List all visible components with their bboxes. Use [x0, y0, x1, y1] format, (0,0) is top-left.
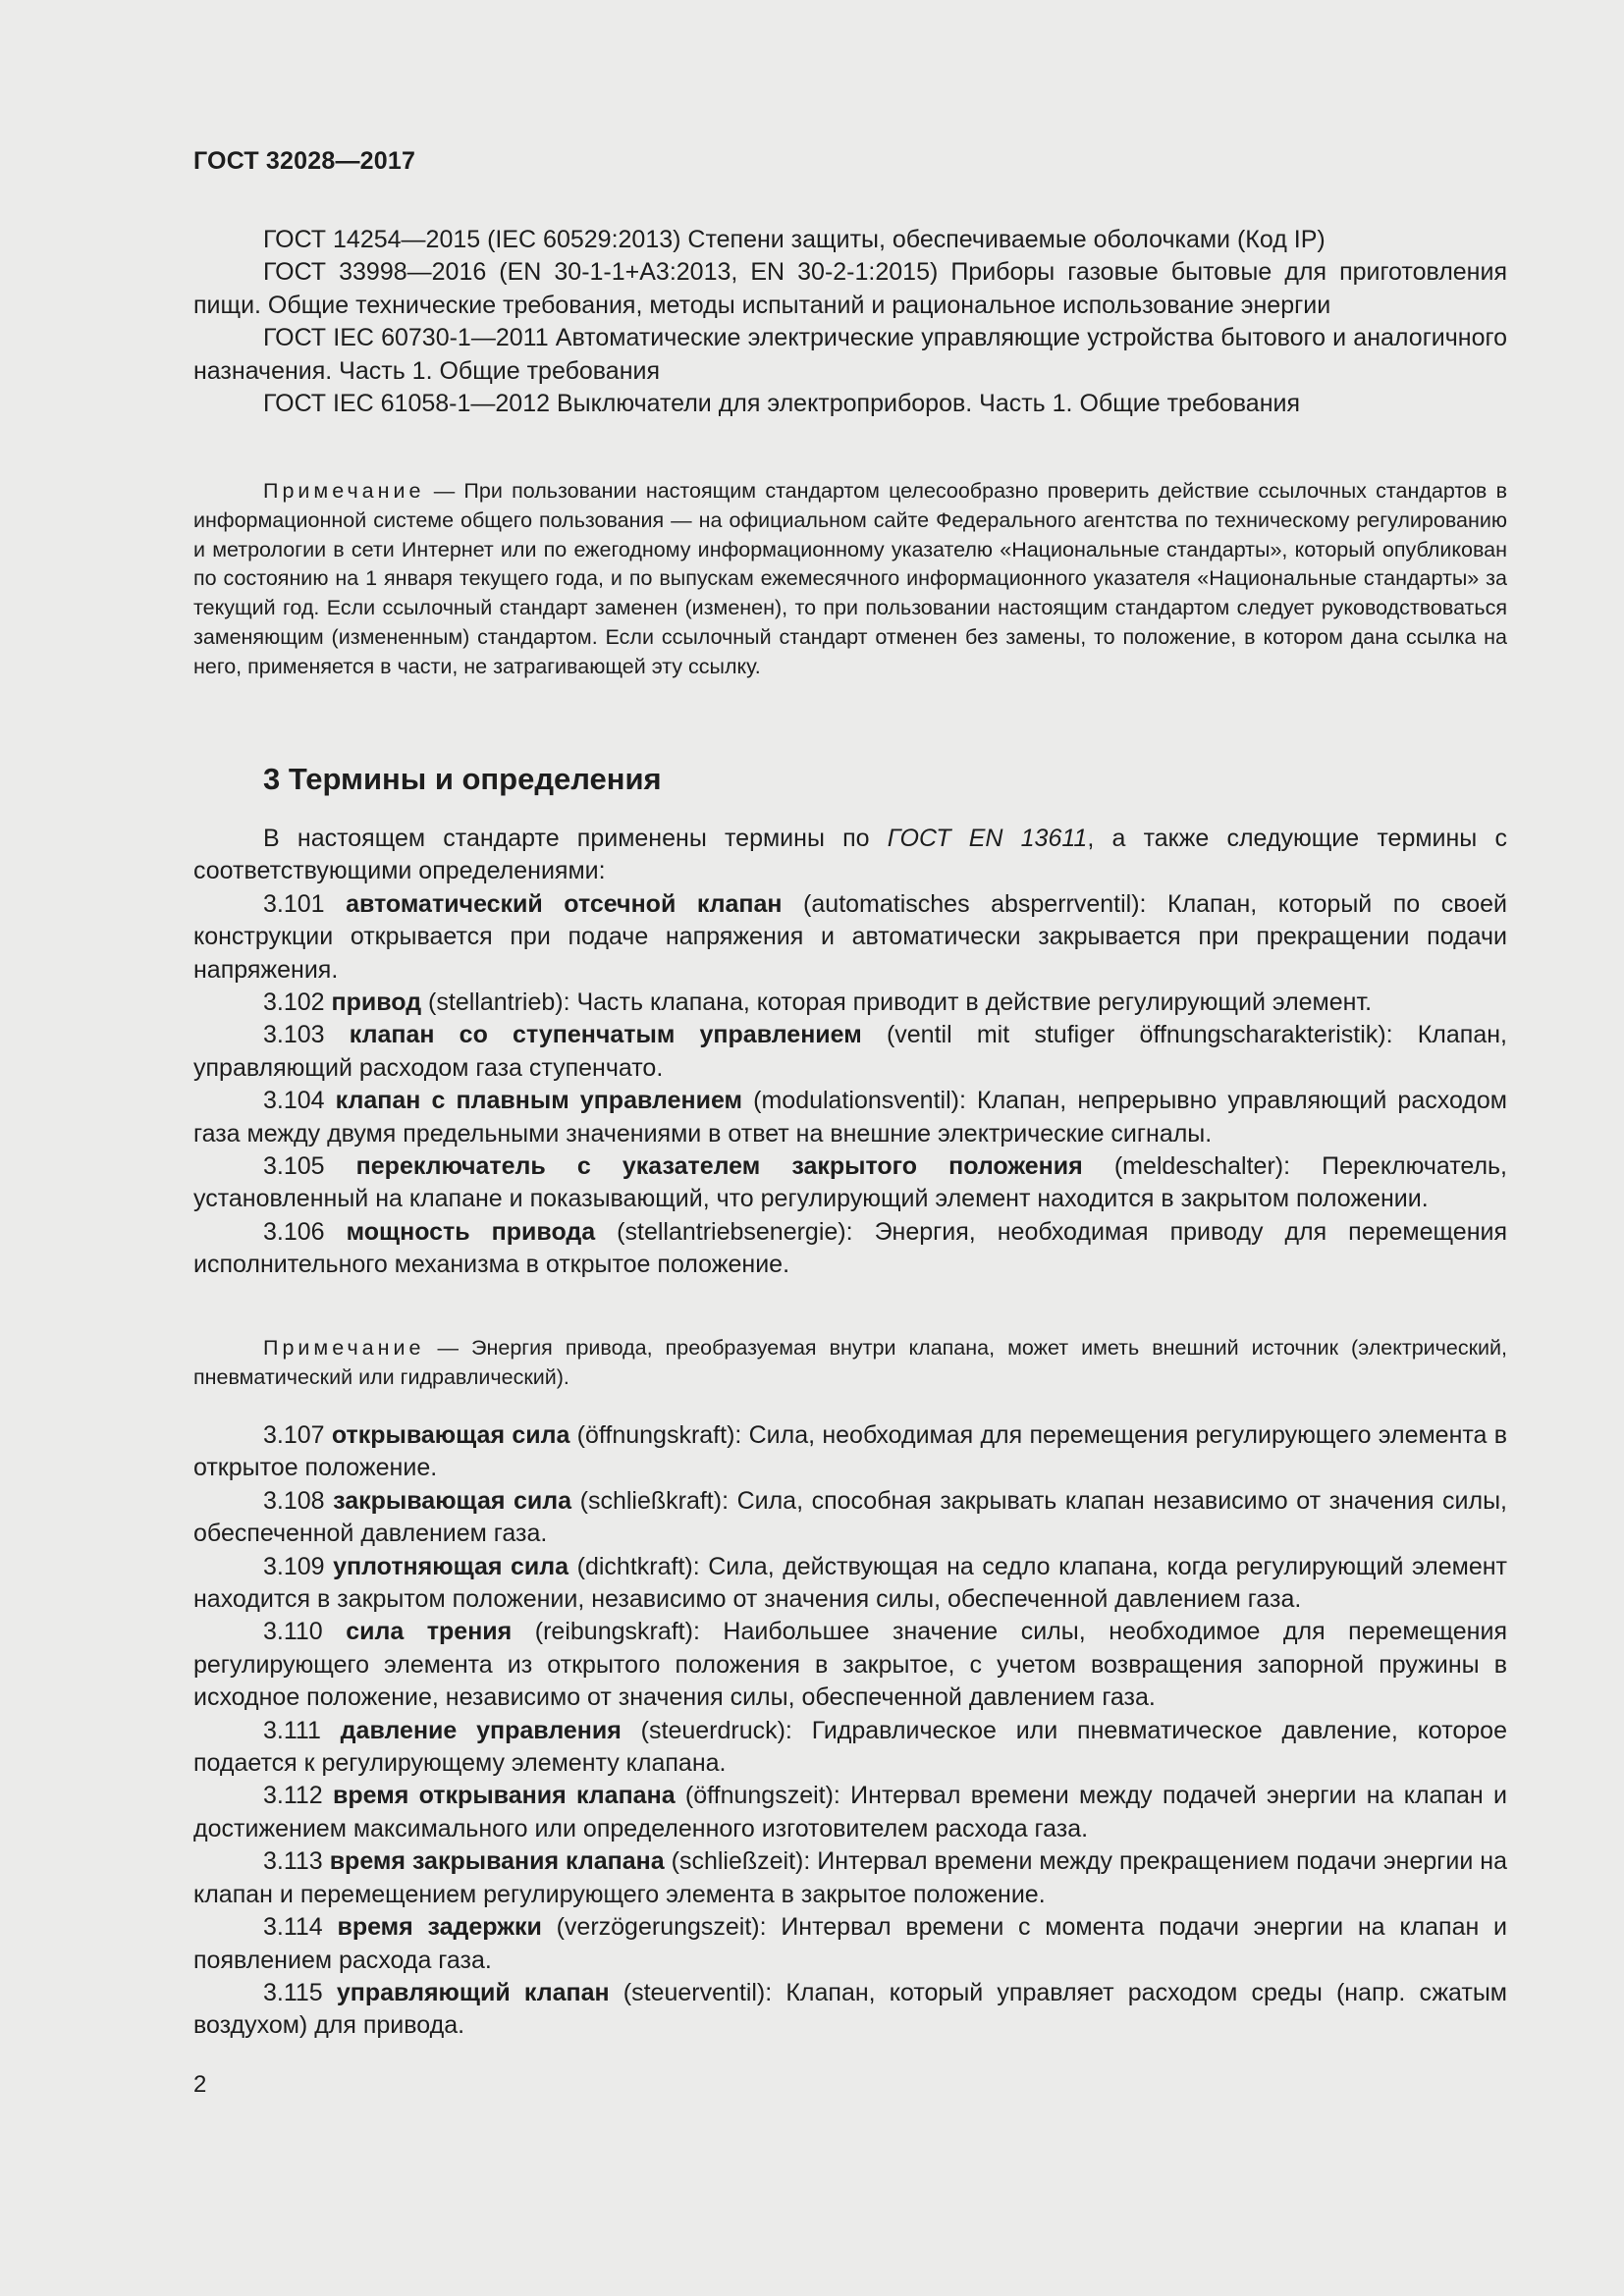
note-actuator-energy — [193, 1334, 1507, 1393]
term-3-112: 3.112 время открывания клапана (öffnungszeit): Интервал времени между подачей энергии на клапан и достижением максимального или определенного изготовителем расхода газа. — [193, 1782, 1507, 1842]
term-3-104: 3.104 клапан с плавным управлением (modulationsventil): Клапан, непрерывно управляющий расходом газа между двумя предельными значениями в ответ на внешние электрические сигналы. — [193, 1087, 1507, 1148]
document-header: ГОСТ 32028—2017 — [193, 147, 416, 175]
note-references — [193, 477, 1507, 682]
section-title: 3 Термины и определения — [263, 762, 662, 796]
note-text: — Энергия привода, преобразуемая внутри клапана, может иметь внешний источник (электрический, пневматический или гидравлический). — [193, 1336, 1507, 1389]
term-3-110: 3.110 сила трения (reibungskraft): Наибольшее значение силы, необходимое для перемещения регулирующего элемента из открытого положения в закрытое, с учетом возвращения запорной пружины в исходное положение, независимо от значения силы, обеспеченной давлением газа. — [193, 1618, 1507, 1712]
reference-item: ГОСТ 33998—2016 (EN 30-1-1+A3:2013, EN 30-2-1:2015) Приборы газовые бытовые для приготовления пищи. Общие технические требования, методы испытаний и рациональное использование энергии — [193, 258, 1507, 319]
term-3-102: 3.102 привод (stellantrieb): Часть клапана, которая приводит в действие регулирующий элемент. — [263, 988, 1373, 1017]
reference-item: ГОСТ IEC 60730-1—2011 Автоматические электрические управляющие устройства бытового и аналогичного назначения. Часть 1. Общие требования — [193, 324, 1507, 385]
reference-item: ГОСТ IEC 61058-1—2012 Выключатели для электроприборов. Часть 1. Общие требования — [263, 390, 1301, 418]
term-3-105: 3.105 переключатель с указателем закрытого положения (meldeschalter): Переключатель, установленный на клапане и показывающий, что регулирующий элемент находится в закрытом положении. — [193, 1152, 1508, 1213]
term-3-106: 3.106 мощность привода (stellantriebsenergie): Энергия, необходимая приводу для перемещения исполнительного механизма в открытое положение. — [193, 1217, 1507, 1279]
term-3-115: 3.115 управляющий клапан (steuerventil): Клапан, который управляет расходом среды (напр. сжатым воздухом) для привода. — [193, 1978, 1507, 2040]
term-3-107: 3.107 открывающая сила (öffnungskraft): Сила, необходимая для перемещения регулирующего элемента в открытое положение. — [193, 1421, 1508, 1482]
note-label: Примечание — [263, 1336, 425, 1360]
terms-block-a — [193, 823, 1507, 1282]
note-label: Примечание — [263, 479, 425, 503]
standard-reference: ГОСТ EN 13611 — [887, 825, 1088, 852]
term-3-109: 3.109 уплотняющая сила (dichtkraft): Сила, действующая на седло клапана, когда регулирующий элемент находится в закрытом положении, независимо от значения силы, обеспеченной давлением газа. — [193, 1552, 1508, 1614]
intro-paragraph: В настоящем стандарте применены термины по ГОСТ EN 13611, а также следующие термины с соответствующими определениями: — [193, 825, 1507, 885]
term-3-113: 3.113 время закрывания клапана (schließzeit): Интервал времени между прекращением подачи энергии на клапан и перемещением регулирующего элемента в закрытое положение. — [193, 1847, 1508, 1908]
term-3-114: 3.114 время задержки (verzögerungszeit): Интервал времени с момента подачи энергии на клапан и появлением расхода газа. — [193, 1913, 1507, 1974]
term-3-103: 3.103 клапан со ступенчатым управлением (ventil mit stufiger öffnungscharakteristik): Клапан, управляющий расходом газа ступенчато. — [193, 1021, 1507, 1082]
terms-block-b — [193, 1419, 1507, 2043]
term-3-111: 3.111 давление управления (steuerdruck): Гидравлическое или пневматическое давление, которое подается к регулирующему элементу клапана. — [193, 1716, 1507, 1778]
term-3-101: 3.101 автоматический отсечной клапан (automatisches absperrventil): Клапан, который по своей конструкции открывается при подаче напряжения и автоматически закрывается при прекращении подачи напряжения. — [193, 889, 1507, 984]
references-list — [193, 224, 1507, 420]
reference-item: ГОСТ 14254—2015 (IEC 60529:2013) Степени защиты, обеспечиваемые оболочками (Код IP) — [263, 226, 1326, 253]
page-number: 2 — [193, 2071, 207, 2098]
note-text: — При пользовании настоящим стандартом целесообразно проверить действие ссылочных стандартов в информационной системе общего пользования — на официальном сайте Федерального агентства по техническому регулированию и метрологии в сети Интернет или по ежегодному информационному указателю «Национальные стандарты», который опубликован по состоянию на 1 января текущего года, и по выпускам ежемесячного информационного указателя «Национальные стандарты» за текущий год. Если ссылочный стандарт заменен (изменен), то при пользовании настоящим стандартом следует руководствоваться заменяющим (измененным) стандартом. Если ссылочный стандарт отменен без замены, то положение, в котором дана ссылка на него, применяется в части, не затрагивающей эту ссылку. — [193, 479, 1507, 678]
term-3-108: 3.108 закрывающая сила (schließkraft): Сила, способная закрывать клапан независимо от значения силы, обеспеченной давлением газа. — [193, 1486, 1507, 1548]
